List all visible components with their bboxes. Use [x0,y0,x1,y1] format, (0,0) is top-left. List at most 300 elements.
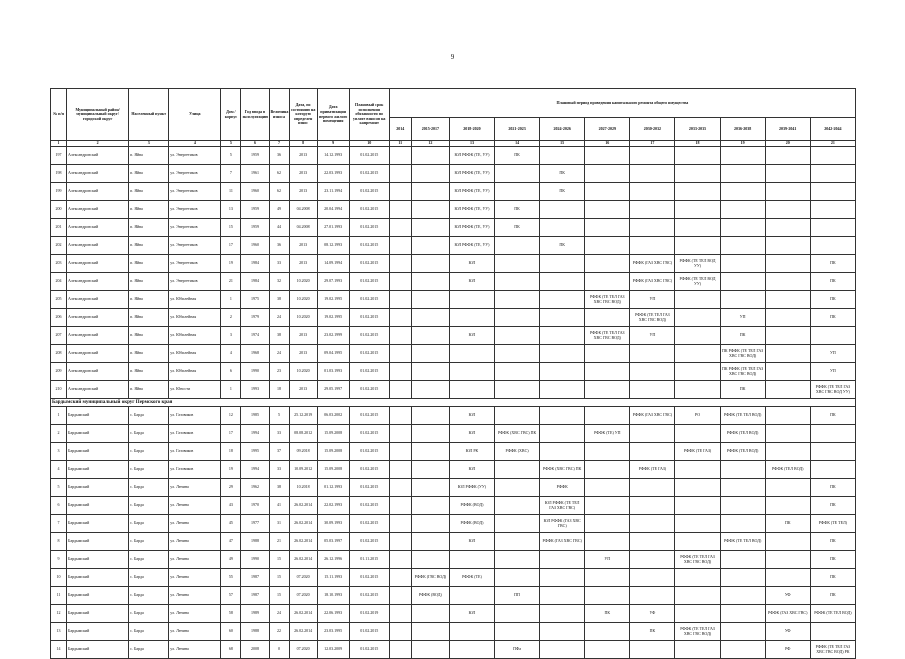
header-period: 2014 [389,118,411,141]
period-cell: РФФК (ТЕ ТЕЛ ВОД) [720,533,765,551]
column-number: 16 [585,141,630,147]
table-row [51,551,856,569]
period-cell: ПК [630,623,675,641]
period-cell [765,479,810,497]
period-cell [630,219,675,237]
period-cell [495,605,540,623]
settlement-cell: с. Барда [129,623,169,641]
year-cell: 1979 [241,309,269,327]
period-cell [585,201,630,219]
header-period: 2021-2023 [495,118,540,141]
period-cell [630,237,675,255]
header-wear-date: Дата, по состоянию на которую определен износ [289,89,317,141]
period-cell [765,497,810,515]
period-cell [810,219,855,237]
house-cell: 43 [221,497,241,515]
period-cell [389,569,411,587]
period-cell: РФФК (ТЕ ГАЗ) [630,461,675,479]
privatization-date-cell: 27.01.1993 [317,219,349,237]
period-cell [389,605,411,623]
period-cell: РФФК (ТЕ) УП [585,425,630,443]
period-cell [389,515,411,533]
street-cell: ул. Энергетиков [169,273,221,291]
street-cell: ул. Юности [169,381,221,399]
obligation-date-cell: 01.02.2015 [349,533,389,551]
period-cell [810,425,855,443]
year-cell: 1970 [241,497,269,515]
municipality-cell: Александровский [67,201,129,219]
header-year-built: Год ввода в эксплуатацию [241,89,269,141]
settlement-cell: с. Барда [129,425,169,443]
period-cell [720,515,765,533]
street-cell: ул. Ленина [169,479,221,497]
period-cell [675,381,720,399]
table-row [51,291,856,309]
period-cell [389,533,411,551]
house-cell: 55 [221,569,241,587]
period-cell [411,201,449,219]
period-cell: ПК [540,165,585,183]
period-cell: ПК [810,407,855,425]
period-cell [389,551,411,569]
row-number: 10 [51,569,67,587]
period-cell: УФ [765,623,810,641]
settlement-cell: п. Яйва [129,219,169,237]
period-cell: РФФК (ВОД) [449,497,494,515]
settlement-cell: с. Барда [129,587,169,605]
period-cell [449,623,494,641]
period-cell: РФФК (ГВС ВОД) [411,569,449,587]
period-cell [449,641,494,659]
period-cell [540,363,585,381]
municipality-cell: Бардымский [67,641,129,659]
obligation-date-cell: 01.02.2015 [349,327,389,345]
municipality-cell: Бардымский [67,443,129,461]
municipality-cell: Александровский [67,327,129,345]
settlement-cell: с. Барда [129,443,169,461]
obligation-date-cell: 01.02.2015 [349,345,389,363]
house-cell: 15 [221,219,241,237]
period-cell [389,201,411,219]
period-cell [411,605,449,623]
header-municipality: Муниципальный район/муниципальный округ/городской округ [67,89,129,141]
wear-cell: 22 [269,623,289,641]
period-cell [495,461,540,479]
street-cell: ул. Ленина [169,515,221,533]
column-number: 4 [169,141,221,147]
period-cell [720,201,765,219]
period-cell [810,327,855,345]
period-cell: РФ [765,641,810,659]
period-cell [540,623,585,641]
period-cell: РФФК (ГАЗ ХВС ГВС) [630,273,675,291]
header-period: 2018-2020 [449,118,494,141]
period-cell: РФФК (ХВС ГВС) ПК [495,425,540,443]
municipality-cell: Бардымский [67,461,129,479]
house-cell: 12 [221,407,241,425]
period-cell [495,623,540,641]
privatization-date-cell: 12.03.2009 [317,641,349,659]
wear-cell: 62 [269,165,289,183]
street-cell: ул. Энергетиков [169,147,221,165]
period-cell [540,273,585,291]
street-cell: ул. Ленина [169,587,221,605]
row-number: 208 [51,345,67,363]
settlement-cell: п. Яйва [129,363,169,381]
municipality-cell: Александровский [67,345,129,363]
header-settlement: Населенный пункт [129,89,169,141]
table-row [51,237,856,255]
period-cell [630,363,675,381]
year-cell: 1961 [241,165,269,183]
period-cell [720,569,765,587]
year-cell: 1993 [241,381,269,399]
municipality-cell: Александровский [67,147,129,165]
wear-date-cell: 10.2020 [289,291,317,309]
municipality-cell: Бардымский [67,407,129,425]
column-number: 6 [241,141,269,147]
period-cell: РФФК (ГАЗ ХВС ГВС) [630,255,675,273]
period-cell [765,291,810,309]
period-cell: УП [810,345,855,363]
year-cell: 1987 [241,587,269,605]
wear-cell: 24 [269,345,289,363]
period-cell [495,363,540,381]
period-cell [411,551,449,569]
period-cell [540,255,585,273]
street-cell: ул. Энергетиков [169,237,221,255]
wear-date-cell: 26.02.2014 [289,551,317,569]
wear-cell: 0 [269,641,289,659]
period-cell [495,381,540,399]
period-cell [411,533,449,551]
period-cell [389,291,411,309]
municipality-cell: Бардымский [67,587,129,605]
table-row [51,569,856,587]
row-number: 6 [51,497,67,515]
period-cell: РФФК (ТЕ ТЕЛ ВОД УУ) [675,273,720,291]
period-cell [540,201,585,219]
period-cell [675,147,720,165]
obligation-date-cell: 01.02.2015 [349,237,389,255]
period-cell [675,363,720,381]
privatization-date-cell: 22.03.1993 [317,165,349,183]
row-number: 205 [51,291,67,309]
period-cell: ПК [810,309,855,327]
settlement-cell: п. Яйва [129,237,169,255]
header-period: 2030-2032 [630,118,675,141]
period-cell [630,381,675,399]
period-cell [411,183,449,201]
privatization-date-cell: 14.09.1994 [317,255,349,273]
period-cell: ПК [810,255,855,273]
settlement-cell: п. Яйва [129,327,169,345]
period-cell [765,219,810,237]
house-cell: 6 [221,363,241,381]
period-cell: ПК [810,479,855,497]
municipality-cell: Александровский [67,183,129,201]
obligation-date-cell: 01.02.2015 [349,255,389,273]
wear-cell: 18 [269,381,289,399]
period-cell [495,407,540,425]
period-cell [585,237,630,255]
row-number: 8 [51,533,67,551]
period-cell [389,443,411,461]
period-cell [810,183,855,201]
header-privatization-date: Дата приватизации первого жилого помещения [317,89,349,141]
row-number: 198 [51,165,67,183]
period-cell [411,497,449,515]
period-cell: УФ [765,587,810,605]
period-cell [411,291,449,309]
period-cell: ЮЛ РФФК (ТЕ, УУ) [449,219,494,237]
privatization-date-cell: 15.11.1993 [317,569,349,587]
house-cell: 21 [221,273,241,291]
wear-date-cell: 07.2020 [289,569,317,587]
obligation-date-cell: 01.02.2015 [349,479,389,497]
period-cell [495,273,540,291]
table-row [51,273,856,291]
period-cell: РФФК (ТЕ ТЕЛ ВОД) [720,407,765,425]
period-cell [585,273,630,291]
wear-date-cell: 10.2020 [289,273,317,291]
period-cell: РФФК (ТЕ ТЕЛ) [810,515,855,533]
period-cell: ЮЛ РК [449,443,494,461]
obligation-date-cell: 01.02.2015 [349,641,389,659]
house-cell: 7 [221,165,241,183]
period-cell: ПК [495,219,540,237]
obligation-date-cell: 01.02.2015 [349,515,389,533]
period-cell [630,497,675,515]
obligation-date-cell: 01.02.2015 [349,461,389,479]
period-cell [389,363,411,381]
column-number: 12 [411,141,449,147]
privatization-date-cell: 20.04.1994 [317,201,349,219]
column-number: 20 [765,141,810,147]
period-cell [765,425,810,443]
wear-date-cell: 10.09.2012 [289,461,317,479]
period-cell [810,237,855,255]
period-cell [495,533,540,551]
period-cell [540,605,585,623]
year-cell: 1985 [241,407,269,425]
period-cell [765,183,810,201]
period-cell [540,641,585,659]
period-cell: ЮЛ [449,407,494,425]
period-cell [495,551,540,569]
period-cell [675,201,720,219]
column-number: 13 [449,141,494,147]
year-cell: 1988 [241,533,269,551]
house-cell: 5 [221,147,241,165]
period-cell: ПК [810,497,855,515]
column-number: 17 [630,141,675,147]
wear-date-cell: 2013 [289,327,317,345]
row-number: 200 [51,201,67,219]
period-cell [675,237,720,255]
period-cell [540,587,585,605]
house-cell: 11 [221,183,241,201]
obligation-date-cell: 01.02.2015 [349,587,389,605]
wear-cell: 32 [269,273,289,291]
street-cell: ул. Ленина [169,551,221,569]
period-cell [765,533,810,551]
privatization-date-cell: 15.09.2008 [317,443,349,461]
street-cell: ул. Энергетиков [169,255,221,273]
period-cell [389,147,411,165]
period-cell [389,479,411,497]
period-cell: РФФК (ТЕ ГАЗ) [675,443,720,461]
settlement-cell: с. Барда [129,497,169,515]
period-cell [720,641,765,659]
row-number: 9 [51,551,67,569]
privatization-date-cell: 23.02.1999 [317,327,349,345]
period-cell: ПК [495,147,540,165]
column-number: 18 [675,141,720,147]
period-cell [411,623,449,641]
period-cell [495,255,540,273]
year-cell: 1987 [241,569,269,587]
privatization-date-cell: 26.12.1996 [317,551,349,569]
period-cell [411,255,449,273]
wear-cell: 31 [269,515,289,533]
period-cell [585,443,630,461]
municipality-cell: Бардымский [67,569,129,587]
privatization-date-cell: 08.12.1993 [317,237,349,255]
period-cell [411,147,449,165]
period-cell [449,345,494,363]
period-cell: ПК [720,381,765,399]
wear-cell: 36 [269,237,289,255]
column-number: 19 [720,141,765,147]
period-cell [389,183,411,201]
period-cell [389,623,411,641]
period-cell [411,219,449,237]
wear-date-cell: 26.02.2014 [289,533,317,551]
period-cell: ПК [810,291,855,309]
period-cell: УП [630,327,675,345]
municipality-cell: Бардымский [67,533,129,551]
row-number: 203 [51,255,67,273]
period-cell [765,551,810,569]
obligation-date-cell: 01.02.2015 [349,147,389,165]
period-cell [630,479,675,497]
wear-date-cell: 26.02.2014 [289,605,317,623]
settlement-cell: п. Яйва [129,345,169,363]
period-cell: РФФК (ТЕ ТЕЛ ГАЗ ХВС ГВС ВОД) [585,327,630,345]
table-row [51,201,856,219]
municipality-cell: Бардымский [67,425,129,443]
period-cell [630,641,675,659]
period-cell: ЮЛ [449,533,494,551]
house-cell: 19 [221,461,241,479]
settlement-cell: п. Яйва [129,309,169,327]
row-number: 199 [51,183,67,201]
period-cell [630,425,675,443]
table-row [51,479,856,497]
municipality-cell: Александровский [67,381,129,399]
wear-cell: 44 [269,219,289,237]
house-cell: 1 [221,381,241,399]
period-cell: ЮЛ РФФК (ТЕ, УУ) [449,165,494,183]
house-cell: 58 [221,605,241,623]
period-cell [389,425,411,443]
period-cell [585,569,630,587]
row-number: 7 [51,515,67,533]
house-cell: 29 [221,479,241,497]
period-cell [389,497,411,515]
period-cell [540,345,585,363]
period-cell: ЮЛ РФФК (ТЕ, УУ) [449,183,494,201]
privatization-date-cell: 15.09.2008 [317,461,349,479]
privatization-date-cell: 01.03.1993 [317,363,349,381]
period-cell: УП [585,551,630,569]
table-row [51,515,856,533]
period-cell [449,587,494,605]
period-cell [411,345,449,363]
period-cell [585,407,630,425]
period-cell [630,183,675,201]
wear-cell: 5 [269,407,289,425]
obligation-date-cell: 01.02.2015 [349,273,389,291]
period-cell: УП [630,291,675,309]
period-cell [630,345,675,363]
house-cell: 18 [221,443,241,461]
period-cell [765,147,810,165]
obligation-date-cell: 01.02.2015 [349,309,389,327]
obligation-date-cell: 01.02.2015 [349,219,389,237]
wear-date-cell: 26.02.2014 [289,515,317,533]
street-cell: ул. Ленина [169,623,221,641]
wear-date-cell: 25.12.2019 [289,407,317,425]
header-wear: Величина износа [269,89,289,141]
obligation-date-cell: 01.02.2015 [349,291,389,309]
period-cell [585,461,630,479]
house-cell: 49 [221,551,241,569]
row-number: 204 [51,273,67,291]
obligation-date-cell: 01.02.2015 [349,425,389,443]
column-number: 10 [349,141,389,147]
period-cell: ПК [810,587,855,605]
period-cell [765,569,810,587]
period-cell [585,345,630,363]
settlement-cell: п. Яйва [129,255,169,273]
period-cell: ПК РФФК (ТЕ ТЕЛ ГАЗ ХВС ГВС ВОД) [720,345,765,363]
wear-cell: 37 [269,443,289,461]
street-cell: ул. Газовиков [169,407,221,425]
street-cell: ул. Ленина [169,533,221,551]
year-cell: 1994 [241,425,269,443]
period-cell: ЮЛ [449,605,494,623]
year-cell: 1959 [241,219,269,237]
period-cell [675,461,720,479]
period-cell: РФФК (ТЕ ТЕЛ ГАЗ ХВС ГВС ВОД) [585,291,630,309]
obligation-date-cell: 01.02.2015 [349,165,389,183]
column-number: 15 [540,141,585,147]
period-cell: ЮЛ [449,255,494,273]
period-cell [585,587,630,605]
table-row [51,255,856,273]
table-row [51,309,856,327]
period-cell [540,425,585,443]
period-cell [389,309,411,327]
privatization-date-cell: 14.12.1993 [317,147,349,165]
street-cell: ул. Юбилейная [169,309,221,327]
period-cell [720,479,765,497]
period-cell [630,165,675,183]
wear-cell: 33 [269,255,289,273]
wear-cell: 36 [269,147,289,165]
